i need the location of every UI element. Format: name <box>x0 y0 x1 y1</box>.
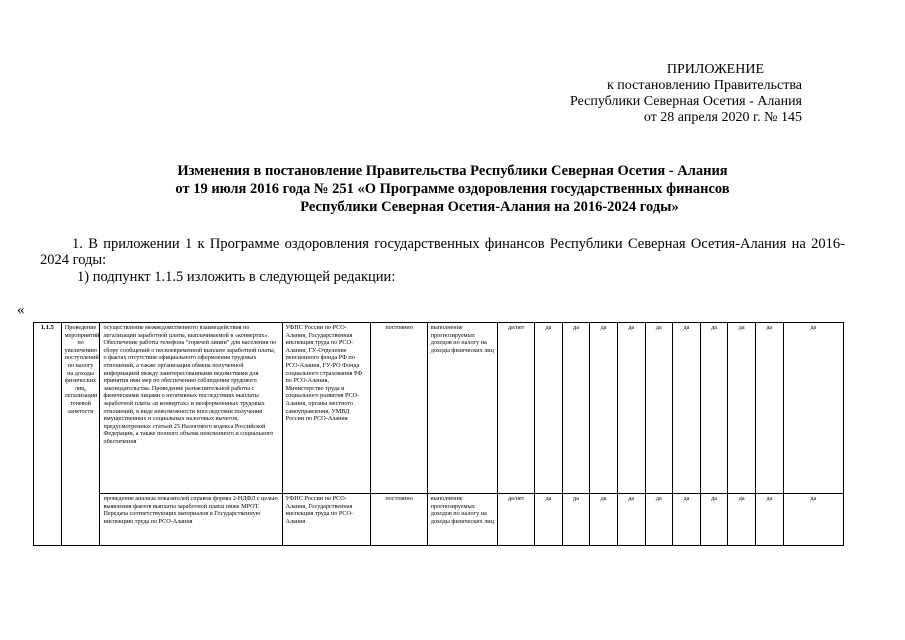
program-table <box>33 322 844 546</box>
value-cell: да <box>673 323 701 494</box>
value-cell: да <box>535 494 563 546</box>
value-cell: да <box>755 323 783 494</box>
value-cell: да <box>673 494 701 546</box>
item-number: 1.1.5 <box>34 323 62 546</box>
appendix-line-3: Республики Северная Осетия - Алания <box>570 94 802 109</box>
executor-cell: УФНС России по РСО-Алания, Государственная инспекция труда по РСО-Алания <box>282 494 371 546</box>
opening-quote: « <box>17 302 25 318</box>
table-row <box>34 323 844 494</box>
value-cell: да <box>783 494 843 546</box>
value-cell: да <box>590 323 618 494</box>
item-name: Проведение мероприятий по увеличению поступлений по налогу на доходы физических лиц, легализации теневой занятости <box>61 323 100 546</box>
appendix-line-2: к постановлению Правительства <box>606 78 802 93</box>
value-cell: да <box>535 323 563 494</box>
value-cell: да <box>645 494 673 546</box>
result-cell: выполнение прогнозируемых доходов по налогу на доходы физических лиц <box>427 323 498 494</box>
title-line-2: от 19 июля 2016 года № 251 «О Программе оздоровления государственных финансов <box>175 181 730 197</box>
result-cell: выполнение прогнозируемых доходов по налогу на доходы физических лиц <box>427 494 498 546</box>
measure-cell: проведение анализа показателей справок формы 2-НДФЛ с целью выявления фактов выплаты заработной платы ниже МРОТ. Передача соответствующих материалов в Государственную инспекцию труда по РСО-Алания <box>100 494 282 546</box>
executor-cell: УФНС России по РСО-Алания, Государственная инспекция труда по РСО-Алания, ГУ-Отделение пенсионного фонда РФ по РСО-Алания, ГУ-РО Фонда социального страхования РФ по РСО-Алания, Министерство труда и социального развития РСО-Алания, органы местного самоуправления, УМВД России по РСО-Алания <box>282 323 371 494</box>
paragraph-2: 1) подпункт 1.1.5 изложить в следующей редакции: <box>77 269 396 285</box>
document-title <box>0 162 905 216</box>
appendix-block <box>502 62 802 126</box>
value-cell: да <box>590 494 618 546</box>
value-cell: да <box>700 323 728 494</box>
appendix-heading: ПРИЛОЖЕНИЕ <box>666 62 764 77</box>
value-cell: да <box>617 323 645 494</box>
title-line-1: Изменения в постановление Правительства Республики Северная Осетия - Алания <box>177 163 728 179</box>
title-line-3: Республики Северная Осетия-Алания на 2016-2024 годы» <box>300 199 679 215</box>
value-cell: да <box>562 494 590 546</box>
term-cell: постоянно <box>371 494 427 546</box>
appendix-line-4: от 28 апреля 2020 г. № 145 <box>643 110 802 125</box>
term-cell: постоянно <box>371 323 427 494</box>
paragraph-1: 1. В приложении 1 к Программе оздоровления государственных финансов Республики Северная Осетия-Алания на 2016-2024 годы: <box>40 236 845 268</box>
value-cell: да <box>783 323 843 494</box>
value-cell: да <box>617 494 645 546</box>
value-cell: да <box>700 494 728 546</box>
value-cell: да <box>755 494 783 546</box>
unit-cell: да/нет <box>498 494 535 546</box>
value-cell: да <box>728 494 756 546</box>
value-cell: да <box>562 323 590 494</box>
body-text <box>40 236 845 285</box>
measure-cell: осуществление межведомственного взаимодействия по легализации заработной платы, выплачиваемой в «конвертах». Обеспечение работы телефона "горячей линии" для населения по сбору сообщений о несвоевременной выплате заработной платы, о фактах отсутствия официального оформления трудовых отношений, а также организация обмена полученной информацией между заинтересованными ведомствами для принятия ими мер по обеспечению соблюдения трудового законодательства. Проведение разъяснительной работы с физическими лицами о негативных последствиях выплаты заработной платы «в конвертах» и неоформленных трудовых отношений, в виде невозможности впоследствии получения имущественных и социальных налоговых вычетов, предусмотренных статьей 25 Налогового кодекса Российской Федерации, а также полного объема пенсионного и социального обеспечения <box>100 323 282 494</box>
value-cell: да <box>645 323 673 494</box>
unit-cell: да/нет <box>498 323 535 494</box>
table-row <box>34 494 844 546</box>
value-cell: да <box>728 323 756 494</box>
